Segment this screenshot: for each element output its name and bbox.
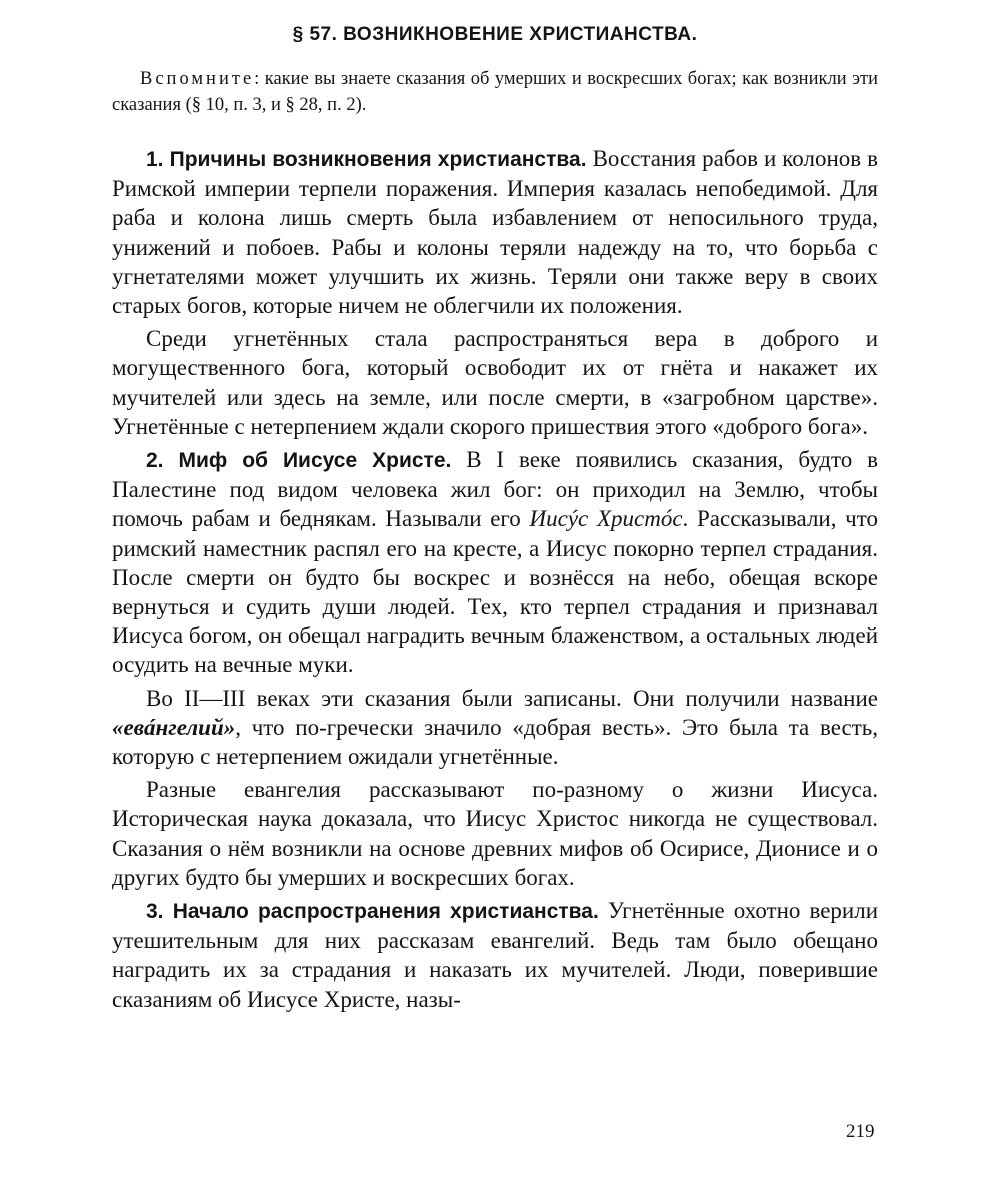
subsection-title-causes: 1. Причины возникновения христианства. (146, 148, 587, 171)
paragraph-causes (112, 144, 878, 320)
paragraph-faith: Среди угнетённых стала распространяться вера в доброго и могущественного бога, который освободит их от гнёта и накажет их мучителей или здесь на земле, или после смерти, в «загробном царстве». Угнетённые с нетерпением ждали скорого пришествия этого «доброго бога». (112, 326, 878, 439)
paragraph-myth-text-a: В I веке появились сказания, будто в Палестине под видом человека жил бог: он приходил на Землю, чтобы помочь рабам и беднякам. Называли его (112, 447, 878, 532)
section-heading: § 57. ВОЗНИКНОВЕНИЕ ХРИСТИАНСТВА. (292, 24, 698, 45)
paragraph-history: Разные евангелия рассказывают по-разному о жизни Иисуса. Историческая наука доказала, что Иисус Христос никогда не существовал. Сказания о нём возникли на основе древних мифов об Осирисе, Дионисе и о других будто бы умерших и воскресших богах. (112, 777, 878, 890)
subsection-title-myth: 2. Миф об Иисусе Христе. (146, 449, 452, 473)
paragraph-myth-text-b: . Рассказывали, что римский наместник распял его на кресте, а Иисус покорно терпел страдания. После смерти он будто бы воскрес и вознёсся на небо, обещая вскоре вернуться и судить души людей. Тех, кто терпел страдания и признавал Иисуса богом, он обещал наградить вечным блаженством, а остальных людей осудить на вечные муки. (112, 506, 878, 678)
paragraph-gospels-text-b: , что по-гречески значило «добрая весть». Это была та весть, которую с нетерпением ожидали угнетённые. (112, 714, 878, 770)
paragraph-spread (112, 896, 878, 1014)
page-number: 219 (846, 1121, 875, 1142)
paragraph-causes-text: Восстания рабов и колонов в Римской империи терпели поражения. Империя казалась непобедимой. Для раба и колона лишь смерть была избавлением от непосильного труда, унижений и побоев. Рабы и колоны теряли надежду на то, что борьба с угнетателями может улучшить их жизнь. Теряли они также веру в своих старых богов, которые ничем не облегчили их положения. (112, 146, 878, 319)
page-content (112, 24, 878, 1018)
paragraph-gospels (112, 684, 878, 772)
recall-prompt (112, 66, 878, 118)
paragraph-spread-text: Угнетённые охотно верили утешительным для них рассказам евангелий. Ведь там было обещано наградить их за страдания и наказать их мучителей. Люди, поверившие сказаниям об Иисусе Христе, назы- (112, 898, 878, 1012)
subsection-title-spread: 3. Начало распространения христианства. (146, 900, 599, 924)
recall-text: : какие вы знаете сказания об умерших и воскресших богах; как возникли эти сказания (§ 10, п. 3, и § 28, п. 2). (112, 69, 878, 115)
term-gospels: «евáнгелий» (112, 714, 236, 740)
paragraph-myth (112, 445, 878, 680)
recall-label: Вспомните (140, 69, 255, 89)
name-jesus-christ: Иисýс Христóс (529, 506, 683, 532)
paragraph-gospels-text-a: Во II—III веках эти сказания были записаны. Они получили название (146, 685, 878, 711)
